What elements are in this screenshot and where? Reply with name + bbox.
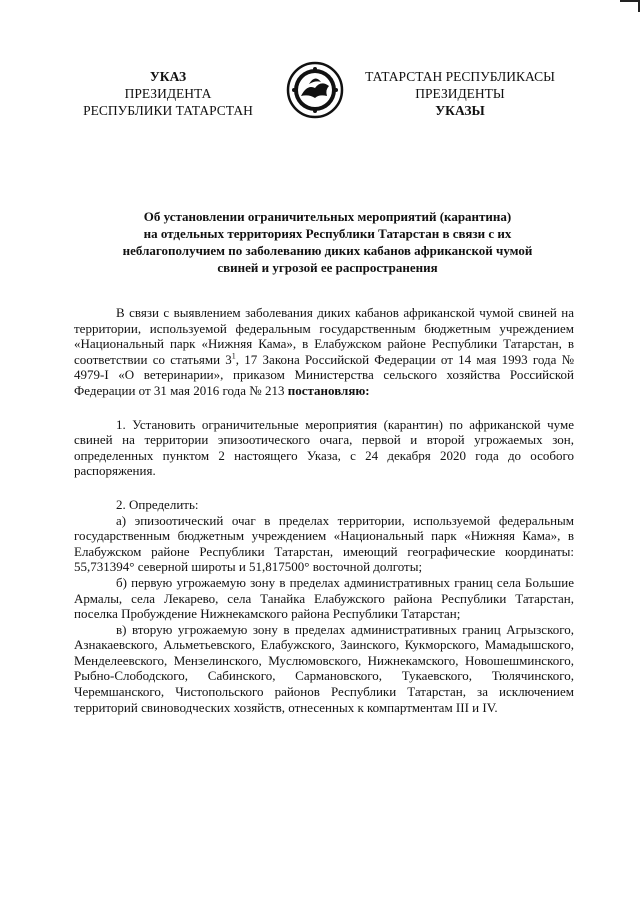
preamble-text-a: В связи с выявлением заболевания диких кабанов африканской чумой свиней на территории, используемой федеральным государственным бюджетным учреждением «Национальный парк «Нижняя Кама», в Елабужском районе Республики Татарстан, в соответствии со статьями 3 bbox=[74, 305, 574, 367]
document-header bbox=[0, 68, 640, 128]
item-1-paragraph: 1. Установить ограничительные мероприятия (карантин) по африканской чуме свиней на территории эпизоотического очага, первой и второй угрожаемых зон, определенных пунктом 2 настоящего Указа, с 24 декабря 2020 года до особого распоряжения. bbox=[74, 416, 574, 479]
item-2-paragraph: 2. Определить: bbox=[116, 496, 199, 512]
coat-of-arms-icon bbox=[285, 60, 345, 120]
header-left-line1: УКАЗ bbox=[149, 69, 187, 84]
preamble-superscript: 1 bbox=[231, 351, 236, 361]
header-right-line1: ТАТАРСТАН РЕСПУБЛИКАСЫ bbox=[365, 69, 555, 84]
header-left-line2: ПРЕЗИДЕНТА bbox=[124, 86, 212, 101]
header-right-line2: ПРЕЗИДЕНТЫ bbox=[415, 86, 505, 101]
item-2c-paragraph: в) вторую угрожаемую зону в пределах административных границ Агрызского, Азнакаевского, Альметьевского, Елабужского, Заинского, Кукморского, Мамадышского, Менделеевского, Мензелинского, Муслюмовского, Нижнекамского, Новошешминского, Рыбно-Слободского, Сабинского, Сармановского, Тукаевского, Тюлячинского, Черемшанского, Чистопольского районов Республики Татарстан, за исключением территорий свиноводческих хозяйств, отнесенных к компартментам III и IV. bbox=[74, 621, 574, 715]
header-right-tatar bbox=[360, 68, 560, 119]
title-line4: свиней и угрозой ее распространения bbox=[217, 260, 438, 275]
title-line2: на отдельных территориях Республики Татарстан в связи с их bbox=[143, 226, 512, 241]
scan-corner-mark bbox=[620, 0, 640, 12]
preamble-text-b: , 17 Закона Российской Федерации от 14 мая 1993 года № 4979-I «О ветеринарии», приказом Министерства сельского хозяйства Российской Федерации от 31 мая 2016 года № 213 bbox=[74, 351, 574, 398]
decree-body bbox=[74, 305, 574, 715]
header-left-russian bbox=[68, 68, 268, 119]
title-line3: неблагополучием по заболеванию диких кабанов африканской чумой bbox=[122, 243, 533, 258]
item-2b-paragraph: б) первую угрожаемую зону в пределах административных границ села Большие Армалы, села Лекарево, села Танайка Елабужского района Республики Татарстан, поселка Пробуждение Нижнекамского района Республики Татарстан; bbox=[74, 574, 574, 622]
header-left-line3: РЕСПУБЛИКИ ТАТАРСТАН bbox=[83, 103, 253, 118]
preamble-paragraph bbox=[74, 305, 574, 399]
item-2a-paragraph: а) эпизоотический очаг в пределах территории, используемой федеральным государственным бюджетным учреждением «Национальный парк «Нижняя Кама», в Елабужском районе Республики Татарстан, имеющий географические координаты: 55,731394° северной широты и 51,817500° восточной долготы; bbox=[74, 512, 574, 575]
header-right-line3: УКАЗЫ bbox=[435, 103, 485, 118]
preamble-decision-word: постановляю: bbox=[287, 382, 370, 398]
decree-title bbox=[80, 208, 575, 276]
title-line1: Об установлении ограничительных мероприятий (карантина) bbox=[143, 209, 512, 224]
